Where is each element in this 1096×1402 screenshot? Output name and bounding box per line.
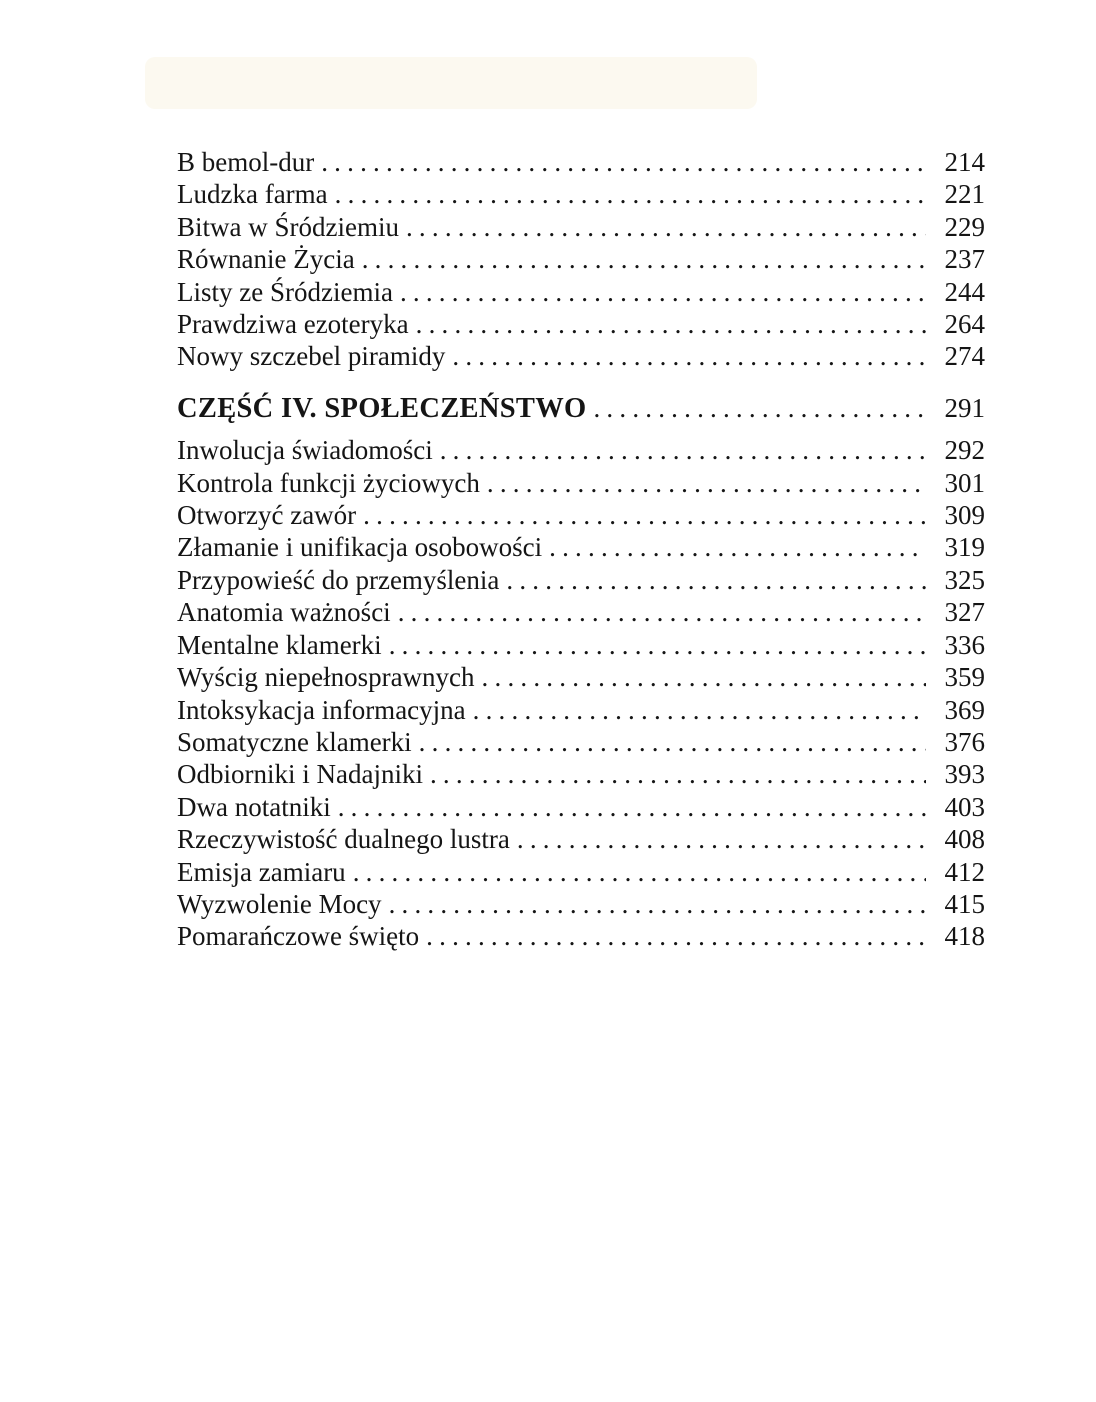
toc-row xyxy=(177,146,985,178)
toc-entry-title: Pomarańczowe święto xyxy=(177,921,420,952)
toc-entry-page-number: 415 xyxy=(944,888,985,919)
dot-leader xyxy=(517,823,926,855)
toc-entry-title: Równanie Życia xyxy=(177,244,355,275)
dot-leader xyxy=(452,340,926,372)
scan-artifact-band xyxy=(145,57,757,109)
dot-leader xyxy=(398,596,926,628)
dot-leader xyxy=(593,392,926,424)
toc-entry-page-number: 403 xyxy=(944,791,985,822)
dot-leader xyxy=(419,726,926,758)
dot-leader xyxy=(440,434,926,466)
toc-entry-title: Kontrola funkcji życiowych xyxy=(177,467,480,498)
toc-entry-title: Przypowieść do przemyślenia xyxy=(177,564,500,595)
toc-row xyxy=(177,178,985,210)
toc-section-header-row xyxy=(177,392,985,425)
dot-leader xyxy=(362,243,926,275)
toc-row xyxy=(177,920,985,952)
dot-leader xyxy=(321,146,926,178)
toc-row xyxy=(177,629,985,661)
toc-entry-page-number: 237 xyxy=(944,244,985,275)
toc-section-header-title: CZĘŚĆ IV. SPOŁECZEŃSTWO xyxy=(177,392,587,424)
toc-row xyxy=(177,596,985,628)
dot-leader xyxy=(416,308,926,340)
toc-row xyxy=(177,499,985,531)
toc-row xyxy=(177,758,985,790)
toc-entry-title: Ludzka farma xyxy=(177,179,328,210)
dot-leader xyxy=(400,276,926,308)
toc-row xyxy=(177,434,985,466)
toc-entry-page-number: 359 xyxy=(944,662,985,693)
toc-entry-title: Anatomia ważności xyxy=(177,597,391,628)
dot-leader xyxy=(487,467,926,499)
toc-entry-title: Złamanie i unifikacja osobowości xyxy=(177,532,543,563)
toc-entry-page-number: 369 xyxy=(944,694,985,725)
toc-row xyxy=(177,276,985,308)
toc-entry-page-number: 264 xyxy=(944,309,985,340)
toc-entry-page-number: 244 xyxy=(944,276,985,307)
toc-row xyxy=(177,726,985,758)
dot-leader xyxy=(389,888,926,920)
toc-entry-page-number: 292 xyxy=(944,435,985,466)
toc-row xyxy=(177,211,985,243)
dot-leader xyxy=(430,758,926,790)
toc-row xyxy=(177,694,985,726)
toc-entry-page-number: 336 xyxy=(944,629,985,660)
toc-entry-page-number: 327 xyxy=(944,597,985,628)
toc-row xyxy=(177,308,985,340)
toc-entry-page-number: 376 xyxy=(944,726,985,757)
toc-entry-title: Wyścig niepełnosprawnych xyxy=(177,662,475,693)
toc-entry-title: Odbiorniki i Nadajniki xyxy=(177,759,423,790)
toc-entry-title: Emisja zamiaru xyxy=(177,856,346,887)
dot-leader xyxy=(406,211,926,243)
toc-row xyxy=(177,856,985,888)
toc-entry-page-number: 221 xyxy=(944,179,985,210)
toc-entry-title: Mentalne klamerki xyxy=(177,629,382,660)
toc-entry-page-number: 274 xyxy=(944,341,985,372)
toc-entry-title: Otworzyć zawór xyxy=(177,500,357,531)
dot-leader xyxy=(389,629,926,661)
toc-entry-page-number: 412 xyxy=(944,856,985,887)
toc-row xyxy=(177,243,985,275)
dot-leader xyxy=(338,791,926,823)
table-of-contents xyxy=(177,146,985,953)
toc-entry-page-number: 393 xyxy=(944,759,985,790)
toc-row xyxy=(177,661,985,693)
toc-entry-page-number: 325 xyxy=(944,564,985,595)
toc-row xyxy=(177,340,985,372)
toc-entry-title: Prawdziwa ezoteryka xyxy=(177,309,409,340)
toc-row xyxy=(177,823,985,855)
dot-leader xyxy=(426,920,926,952)
toc-entry-page-number: 319 xyxy=(944,532,985,563)
dot-leader xyxy=(363,499,926,531)
toc-entry-page-number: 408 xyxy=(944,824,985,855)
dot-leader xyxy=(482,661,926,693)
toc-row xyxy=(177,564,985,596)
dot-leader xyxy=(506,564,926,596)
toc-entry-page-number: 229 xyxy=(944,211,985,242)
toc-entry-title: B bemol-dur xyxy=(177,147,315,177)
toc-entry-title: Bitwa w Śródziemiu xyxy=(177,211,399,242)
toc-entry-title: Dwa notatniki xyxy=(177,791,331,822)
toc-entry-page-number: 309 xyxy=(944,500,985,531)
toc-entry-title: Rzeczywistość dualnego lustra xyxy=(177,824,510,855)
toc-entry-page-number: 291 xyxy=(944,392,985,423)
dot-leader xyxy=(473,694,926,726)
dot-leader xyxy=(353,856,926,888)
toc-entry-title: Inwolucja świadomości xyxy=(177,435,433,466)
toc-row xyxy=(177,467,985,499)
dot-leader xyxy=(549,531,926,563)
toc-entry-page-number: 214 xyxy=(944,147,985,177)
toc-entry-title: Nowy szczebel piramidy xyxy=(177,341,446,372)
toc-entry-title: Intoksykacja informacyjna xyxy=(177,694,466,725)
toc-row xyxy=(177,888,985,920)
dot-leader xyxy=(335,178,926,210)
toc-row xyxy=(177,531,985,563)
toc-entry-page-number: 418 xyxy=(944,921,985,952)
toc-entry-title: Listy ze Śródziemia xyxy=(177,276,393,307)
toc-row xyxy=(177,791,985,823)
toc-entry-page-number: 301 xyxy=(944,467,985,498)
toc-entry-title: Wyzwolenie Mocy xyxy=(177,888,382,919)
toc-entry-title: Somatyczne klamerki xyxy=(177,726,412,757)
